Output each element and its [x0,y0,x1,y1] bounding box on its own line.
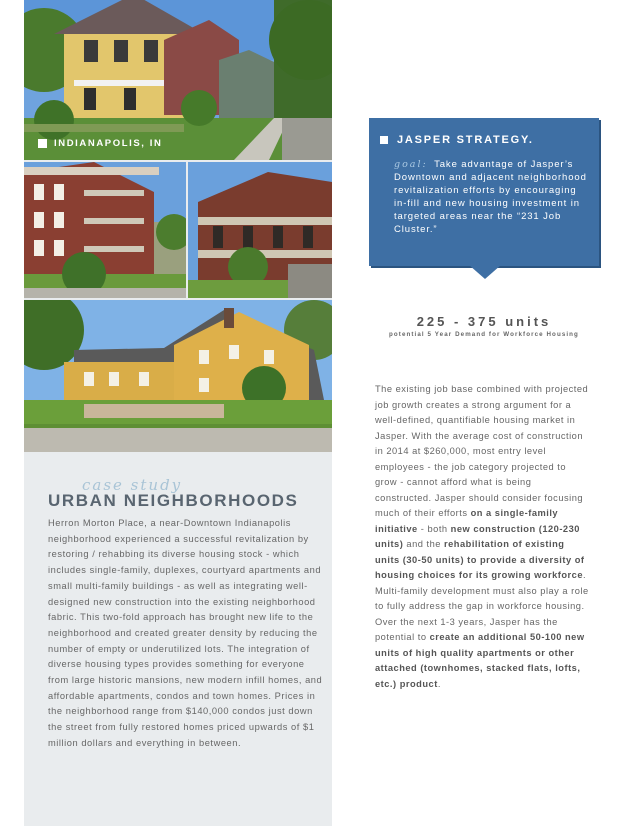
photo-brick-apartments [24,162,186,298]
strategy-body-paragraph [375,382,591,692]
strategy-title [380,134,534,146]
body-bold-2: new construction (120-230 units) [375,523,580,549]
body-text-5: . [437,678,441,689]
photo-porch-building [188,162,332,298]
case-study-heading: URBAN NEIGHBORHOODS [48,491,299,510]
body-text-3: and the [403,539,444,549]
body-text-2: - both [417,523,451,534]
strategy-goal-text [394,158,590,236]
goal-description: Take advantage of Jasper’s Downtown and adjacent neighborhood revitalization efforts by encouraging in-fill and new housing investment in targeted areas near the “231 Job Cluster.” [394,159,587,235]
strategy-title-text: JASPER STRATEGY. [397,134,534,146]
photo-caption [38,138,162,149]
case-study-body [48,516,323,752]
body-text-1: The existing job base combined with projected job growth creates a strong argument for a well-defined, quantifiable housing market in Jasper. With the average cost of construction in 2014 at $260,000, most entry level employees - the job category projected to grow - cannot afford what is being constructed. Jasper should consider focusing much of their efforts [375,384,589,518]
case-study-script-label: case study [82,476,183,494]
body-bold-3: rehabilitation of existing units (30-50 units) to provide a diversity of housing choices for its growing workforce [375,539,585,580]
strategy-body [375,382,591,692]
caption-text: INDIANAPOLIS, IN [54,138,163,149]
case-study-paragraph: Herron Morton Place, a near-Downtown Indianapolis neighborhood experienced a successful revitalization by restoring / rehabbing its diverse housing stock - which includes single-family, duplexes, courtyard apartments and small multi-family buildings - as well as integrating well-designed new construction into the existing neighborhood fabric. This two-fold approach has brought new life to the neighborhood and created greater density by reducing the number of empty or underutilized lots. The integration of diverse housing types provides something for everyone from large historic mansions, new modern infill homes, and affordable apartments, condos and town homes. Prices in the neighborhood range from $140,000 condos just down the street from fully restored homes priced upwards of $1 million dollars and everything in between. [48,518,323,748]
units-demand-subtitle: potential 5 Year Demand for Workforce Housing [389,331,579,338]
photo-yellow-house [24,300,332,452]
body-bold-1: on a single-family initiative [375,508,559,534]
photo-victorian-house [24,0,332,160]
body-text-4: . Multi-family development must also play a role to fully address the gap in workforce housing. Over the next 1-3 years, Jasper has the potential to [375,570,589,642]
caption-square-icon [38,139,47,148]
body-bold-4: create an additional 50-100 new units of high quality apartments or other attached (townhomes, stacked flats, lofts, etc.) product [375,632,585,689]
goal-label: goal: [394,159,428,170]
strategy-square-icon [380,136,388,144]
units-demand: 225 - 375 units [416,314,552,329]
callout-pointer [469,265,501,279]
